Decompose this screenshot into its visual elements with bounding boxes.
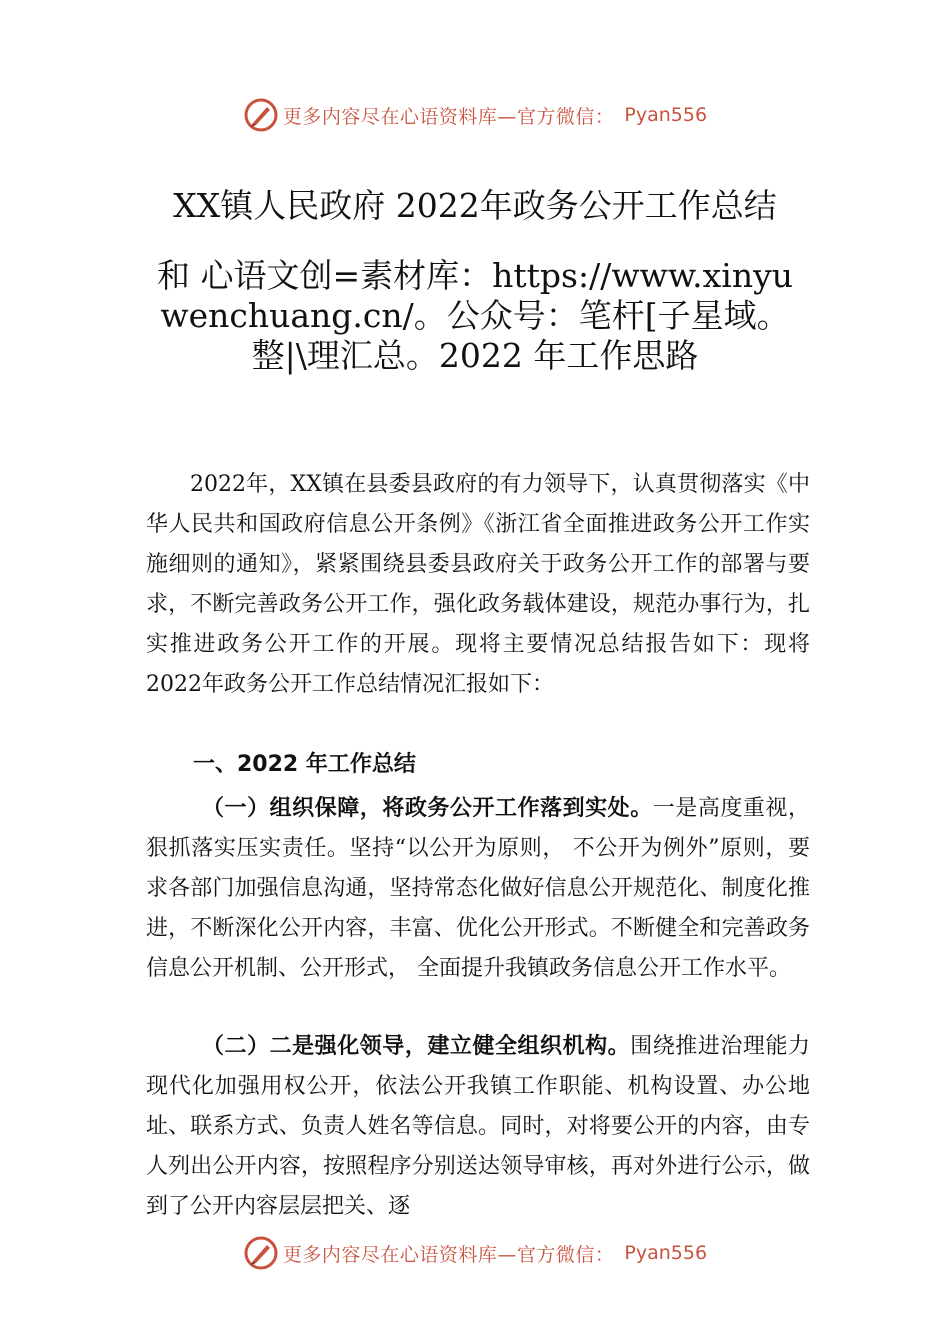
- item2-body: 围绕推进治理能力现代化加强用权公开，依法公开我镇工作职能、机构设置、办公地址、联系方式、负责人姓名等信息。同时，对将要公开的内容，由专人列出公开内容，按照程序分别送达领导审核，再对外进行公示，做到了公开内容层层把关、逐: [146, 1034, 810, 1219]
- subtitle-text: 和 心语文创=素材库：https://www.xinyuwenchuang.cn/。公众号：笔杆[子星域。整|\理汇总。2022 年工作思路: [157, 256, 793, 375]
- intro-paragraph: [146, 465, 810, 705]
- item2-paragraph: [146, 1026, 810, 1227]
- item1-body: 一是高度重视，狠抓落实压实责任。坚持“以公开为原则， 不公开为例外”原则，要求各部门加强信息沟通，坚持常态化做好信息公开规范化、制度化推进，不断深化公开内容，丰富、优化公开形式。不断健全和完善政务信息公开机制、公开形式， 全面提升我镇政务信息公开工作水平。: [146, 796, 810, 981]
- banner-contact: Pyan556: [624, 104, 708, 126]
- footer-banner: [0, 1233, 950, 1273]
- item1-lead: （一）组织保障，将政务公开工作落到实处。: [202, 795, 653, 821]
- item2-lead: （二）二是强化领导，建立健全组织机构。: [202, 1033, 631, 1059]
- header-banner: [0, 95, 950, 135]
- section-heading: 一、2022 年工作总结: [193, 752, 416, 777]
- banner-contact: Pyan556: [624, 1242, 708, 1264]
- banner-text: 更多内容尽在心语资料库—官方微信：: [282, 1243, 615, 1266]
- item1-paragraph: [146, 788, 810, 989]
- banner-text: 更多内容尽在心语资料库—官方微信：: [282, 105, 615, 128]
- document-subtitle: [0, 256, 950, 376]
- intro-text: 2022年，XX镇在县委县政府的有力领导下，认真贯彻落实《中华人民共和国政府信息公开条例》《浙江省全面推进政务公开工作实施细则的通知》，紧紧围绕县委县政府关于政务公开工作的部署与要求，不断完善政务公开工作，强化政务载体建设，规范办事行为，扎实推进政务公开工作的开展。现将主要情况总结报告如下：现将 2022年政务公开工作总结情况汇报如下：: [146, 472, 810, 697]
- document-title: XX镇人民政府 2022年政务公开工作总结: [173, 186, 777, 225]
- pen-logo-icon: [243, 1235, 279, 1271]
- pen-logo-icon: [243, 97, 279, 133]
